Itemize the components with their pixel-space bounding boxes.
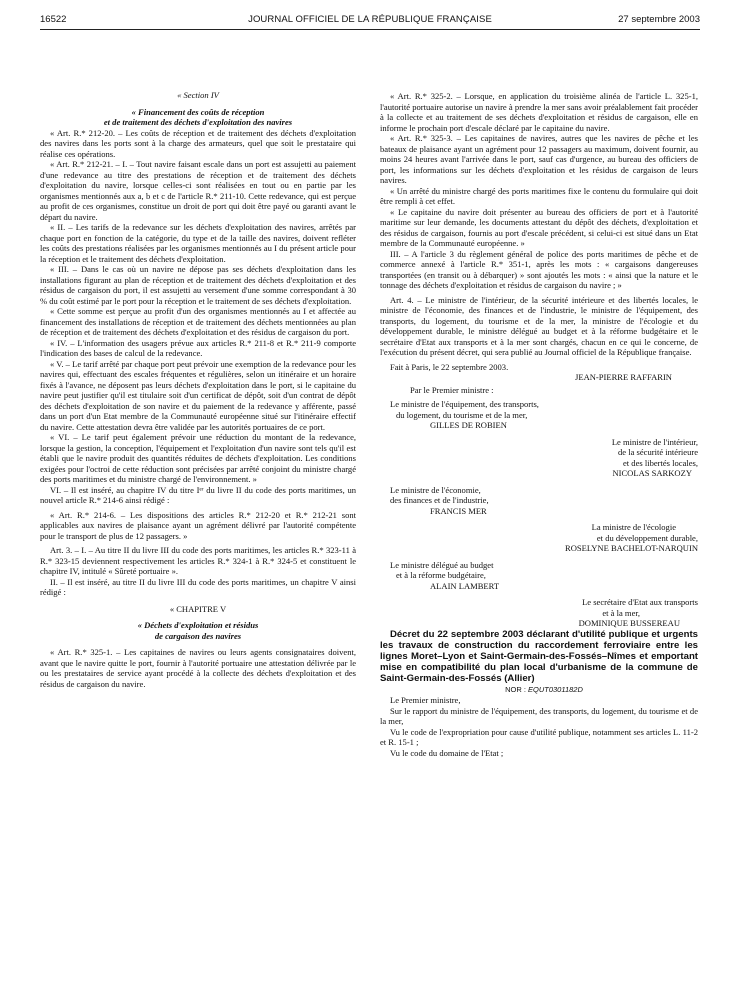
decree-paragraph: Vu le code du domaine de l'Etat ; <box>390 747 504 758</box>
signatory-role: Le ministre de l'équipement, des transports, <box>390 399 539 409</box>
prime-minister-name: JEAN-PIERRE RAFFARIN <box>575 372 672 382</box>
prime-minister-intro: Par le Premier ministre : <box>410 384 494 395</box>
signatory-role: et à la réforme budgétaire, <box>396 570 486 580</box>
article-paragraph: « V. – Le tarif arrêté par chaque port peut prévoir une exemption de la redevance pour les navires qui, effectuant des escales fréquentes et régulières, selon un itinéraire et un horaire fixés à l'avance, ne déposent pas leurs déchets d'exploitation dans le port, si le capitaine du navire peut justifier qu'il est titulaire soit d'un certificat de dépôt, soit d'un contrat de dépôt des déchets d'exploitation de son navire et du paiement de la redevance y afférente, passé dans un port d'un Etat membre de la Communauté européenne situé sur l'itinéraire effectif du navire. Cette attestation devra être validée par les autorités portuaires de ce port. <box>40 358 356 432</box>
chapter-heading: « CHAPITRE V <box>169 603 227 614</box>
signatory-name: NICOLAS SARKOZY <box>612 468 692 478</box>
page-number: 16522 <box>40 14 67 25</box>
signatory-role: des finances et de l'industrie, <box>390 495 489 505</box>
signatory-block <box>380 597 698 629</box>
article-paragraph: « Le capitaine du navire doit présenter au bureau des officiers de port et à l'autorité maritime sur leur demande, les documents attestant du dépôt des déchets, d'exploitation et des résidus de cargaison, fournis au port d'escale précédent, si celui-ci est situé dans un Etat membre de la Communauté européenne. » <box>380 206 698 248</box>
article-paragraph: « VI. – Le tarif peut également prévoir une réduction du montant de la redevance, lorsque la gestion, la conception, l'équipement et l'exploitation d'un navire sont tels qu'il est établi que le navire produit des quantités réduites de déchets d'exploitation. Les conditions exigées pour l'octroi de cette réduction sont précisées par arrêté conjoint du ministre chargé des ports maritimes et du ministre chargé de l'environnement. » <box>40 432 356 484</box>
signatory-role: Le ministre délégué au budget <box>390 559 494 570</box>
article-paragraph: « IV. – L'information des usagers prévue aux articles R.* 211-8 et R.* 211-9 comporte l'indication des bases de calcul de la redevance. <box>40 337 356 358</box>
decree-paragraph: Le Premier ministre, <box>390 695 461 706</box>
signatory-block <box>380 485 698 517</box>
article-paragraph: II. – Il est inséré, au titre II du livre III du code des ports maritimes, un chapitre V ainsi rédigé : <box>40 576 356 597</box>
signatory-role: La ministre de l'écologie <box>591 522 676 532</box>
signatory-block <box>380 560 698 592</box>
article-paragraph: Art. 3. – I. – Au titre II du livre III du code des ports maritimes, les articles R.* 323-11 à R.* 323-15 deviennent respectivement les articles R.* 324-1 à R.* 324-5 et constituent le chapitre IV, intitulé « Sûreté portuaire ». <box>40 545 356 576</box>
article-paragraph: « Art. R.* 325-2. – Lorsque, en application du troisième alinéa de l'article L. 325-1, l'autorité portuaire autorise un navire à prendre la mer sans avoir préalablement fait procéder à la collecte et au traitement de ses déchets d'exploitation et résidus de cargaison, elle en informe le prochain port d'escale déclaré par le capitaine du navire. <box>380 91 698 133</box>
signatory-name: GILLES DE ROBIEN <box>430 420 507 430</box>
signatory-role: et du développement durable, <box>596 532 698 543</box>
chapter-title-line-2: de cargaison des navires <box>154 630 242 641</box>
signing-place-date: Fait à Paris, le 22 septembre 2003. <box>390 361 509 372</box>
decree-paragraph: Sur le rapport du ministre de l'équipement, des transports, du logement, du tourisme et de la mer, <box>380 705 698 727</box>
signatory-block <box>380 522 698 554</box>
signatory-role: de la sécurité intérieure <box>618 447 698 457</box>
article-paragraph: « Art. R.* 212-21. – I. – Tout navire faisant escale dans un port est assujetti au paiement d'une redevance au titre des prestations de réception et de traitement des déchets d'exploitation du navire, lorsque celles-ci sont réalisées en tout ou en partie par les organismes mentionnés aux a, b et c de l'article R.* 211-10. Cette redevance, qui est perçue au profit de ces organismes, constitue un droit de port qui doit être payé ou garanti avant le départ du navire. <box>40 159 356 222</box>
signatory-role: et à la mer, <box>602 607 640 618</box>
section-title-line-2: et de traitement des déchets d'exploitation des navires <box>103 117 293 127</box>
page-header <box>40 14 700 30</box>
header-rule <box>40 29 700 30</box>
signatory-role: Le ministre de l'intérieur, <box>611 436 698 447</box>
signatory-role: et des libertés locales, <box>623 457 698 468</box>
nor-reference <box>380 685 698 696</box>
right-column <box>380 91 698 758</box>
signatory-name: DOMINIQUE BUSSEREAU <box>578 618 680 628</box>
signatory-block <box>380 437 698 479</box>
article-paragraph: « II. – Les tarifs de la redevance sur les déchets d'exploitation des navires, arrêtés par chaque port en fonction de la catégorie, du type et de la taille des navires, doivent refléter les coûts des prestations réalisées par les organismes mentionnés au I du présent article pour la réception et le traitement des déchets d'exploitation. <box>40 222 356 264</box>
article-paragraph: « III. – Dans le cas où un navire ne dépose pas ses déchets d'exploitation dans les installations figurant au plan de réception et de traitement des déchets d'exploitation et des résidus de cargaison du port, il est assujetti au versement d'une somme correspondant à 30 % du coût estimé par le port pour la réception et le traitement de ses déchets d'exploitation. <box>40 264 356 306</box>
signatory-role: du logement, du tourisme et de la mer, <box>396 409 528 420</box>
issue-date: 27 septembre 2003 <box>618 14 700 25</box>
signatory-name: FRANCIS MER <box>430 505 487 516</box>
decree-title: Décret du 22 septembre 2003 déclarant d'utilité publique et urgents les travaux de construction du raccordement ferroviaire entre les lignes Moret–Lyon et Saint-Germain-des-Fossés–Nîmes et emportant mise en compatibilité du plan local d'urbanisme de la commune de Saint-Germain-des-Fossés (Allier) <box>380 628 698 685</box>
signatory-block <box>380 399 698 431</box>
nor-label: NOR : <box>505 684 528 694</box>
signatory-role: Le ministre de l'économie, <box>390 484 481 495</box>
article-paragraph: « Art. R.* 212-20. – Les coûts de réception et de traitement des déchets d'exploitation des navires dans les ports sont à la charge des armateurs, quel que soit le prestataire qui réalise ces opérations. <box>40 127 356 159</box>
section-heading: « Section IV <box>177 90 219 100</box>
signatory-role: Le secrétaire d'Etat aux transports <box>582 597 698 607</box>
decree-paragraph: Vu le code de l'expropriation pour cause d'utilité publique, notamment ses articles L. 11-2 et R. 15-1 ; <box>380 726 698 748</box>
signatory-name: ALAIN LAMBERT <box>430 580 500 591</box>
chapter-title-line-1: « Déchets d'exploitation et résidus <box>137 620 259 630</box>
article-paragraph: VI. – Il est inséré, au chapitre IV du titre Iᵉʳ du livre II du code des ports maritimes, un nouvel article R.* 214-6 ainsi rédigé : <box>40 484 356 505</box>
section-title-line-1: « Financement des coûts de réception <box>131 106 265 117</box>
signatory-name: ROSELYNE BACHELOT-NARQUIN <box>565 543 698 553</box>
left-column <box>40 90 356 689</box>
article-paragraph: « Art. R.* 325-1. – Les capitaines de navires ou leurs agents consignataires doivent, avant que le navire quitte le port, fournir à l'autorité portuaire une attestation délivrée par le ou les prestataires de service ayant procédé à la collecte des déchets d'exploitation et des résidus de cargaison du navire. <box>40 647 356 689</box>
article-paragraph: Art. 4. – Le ministre de l'intérieur, de la sécurité intérieure et des libertés locales, le ministre de l'économie, des finances et de l'industrie, le ministre de l'équipement, des transports, du logement, du tourisme et de la mer, la ministre de l'écologie et du développement durable, le ministre délégué au budget et à la réforme budgétaire et le secrétaire d'Etat aux transports et à la mer sont chargés, chacun en ce qui le concerne, de l'exécution du présent décret, qui sera publié au Journal officiel de la République française. <box>380 294 698 357</box>
article-paragraph: « Art. R.* 325-3. – Les capitaines de navires, autres que les navires de pêche et les bateaux de plaisance ayant un agrément pour 12 passagers au maximum, doivent fournir, au moins 24 heures avant l'arrivée dans le port, sauf cas d'urgence, au bureau des officiers de port, les informations sur les déchets d'exploitation et les résidus de cargaison de leurs navires. <box>380 133 698 185</box>
article-paragraph: « Un arrêté du ministre chargé des ports maritimes fixe le contenu du formulaire qui doit être rempli à cet effet. <box>380 185 698 206</box>
article-paragraph: III. – A l'article 3 du règlement général de police des ports maritimes de pêche et de commerce annexé à l'article R.* 351-1, après les mots : « cargaisons dangereuses transportées (en transit ou à débarquer) » sont ajoutés les mots : « ainsi que la nature et le tonnage des déchets d'exploitation et résidus de cargaison du navire ; » <box>380 248 698 290</box>
nor-code: EQUT0301182D <box>528 684 583 694</box>
article-paragraph: « Art. R.* 214-6. – Les dispositions des articles R.* 212-20 et R.* 212-21 sont applicables aux navires de plaisance ayant un agrément délivré par l'autorité compétente pour le transport de plus de 12 passagers. » <box>40 509 356 541</box>
journal-title: JOURNAL OFFICIEL DE LA RÉPUBLIQUE FRANÇAISE <box>248 14 492 25</box>
article-paragraph: « Cette somme est perçue au profit d'un des organismes mentionnés au I et affectée au financement des installations de réception et de traitement des déchets mentionnées au plan de réception et de traitement des déchets d'exploitation et des résidus de cargaison du port. <box>40 306 356 337</box>
